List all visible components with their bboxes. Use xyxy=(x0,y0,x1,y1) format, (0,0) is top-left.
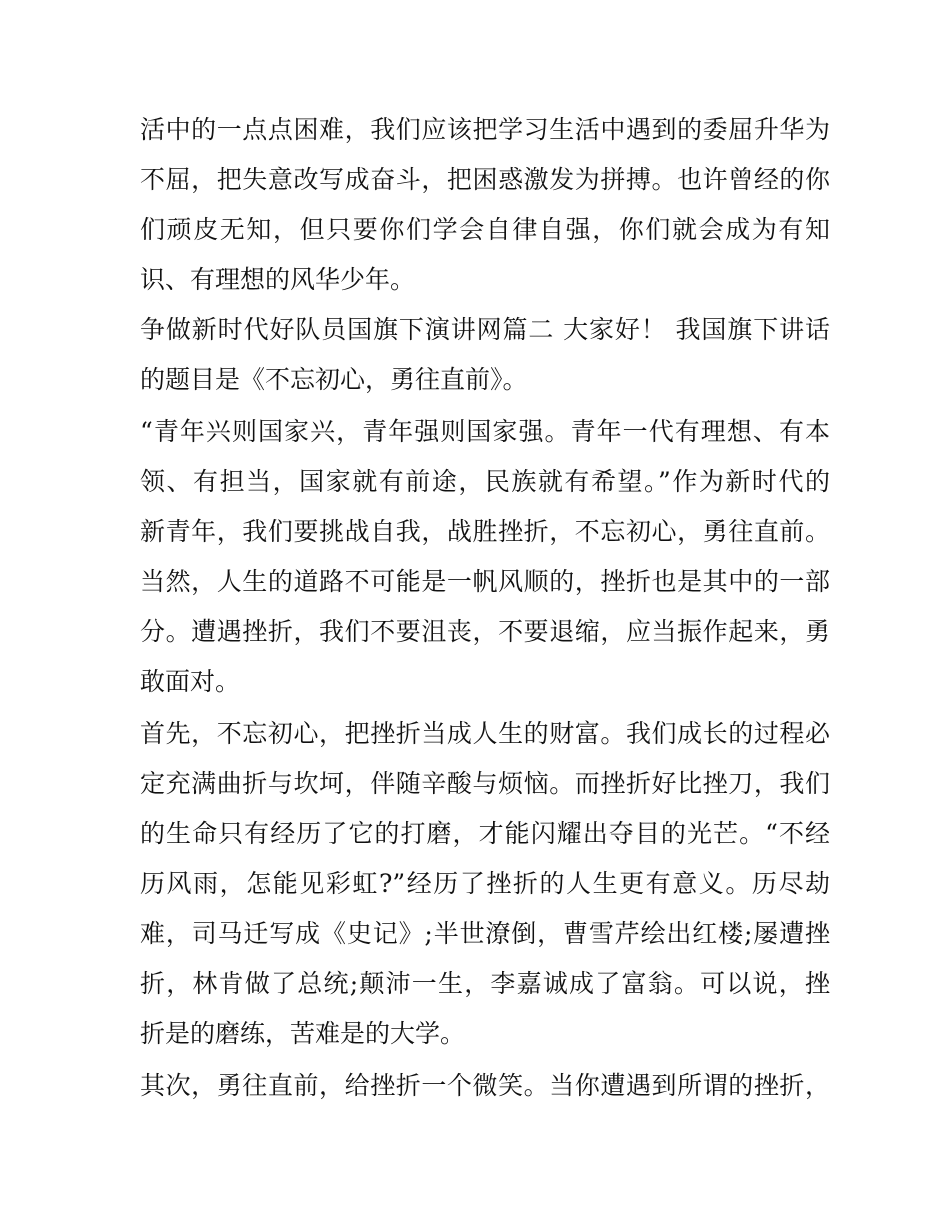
text-line: 识、有理想的风华少年。 xyxy=(140,265,416,294)
text-line: 领、有担当，国家就有前途，民族就有希望。”作为新时代的 xyxy=(140,467,830,496)
text-line: 不屈，把失意改写成奋斗，把困惑激发为拼搏。也许曾经的你 xyxy=(140,165,830,194)
text-line: 争做新时代好队员国旗下演讲网篇二 大家好！ 我国旗下讲话 xyxy=(140,315,830,344)
text-line: 折，林肯做了总统;颠沛一生，李嘉诚成了富翁。可以说，挫 xyxy=(140,969,830,998)
text-line: 定充满曲折与坎坷，伴随辛酸与烦恼。而挫折好比挫刀，我们 xyxy=(140,769,830,798)
text-line: 新青年，我们要挑战自我，战胜挫折，不忘初心，勇往直前。 xyxy=(140,517,830,546)
text-line: 分。遭遇挫折，我们不要沮丧，不要退缩，应当振作起来，勇 xyxy=(140,617,830,646)
text-line: 历风雨，怎能见彩虹?”经历了挫折的人生更有意义。历尽劫 xyxy=(140,869,830,898)
text-line: 折是的磨练，苦难是的大学。 xyxy=(140,1019,466,1048)
text-line: 们顽皮无知，但只要你们学会自律自强，你们就会成为有知 xyxy=(140,215,830,244)
text-line: 首先，不忘初心，把挫折当成人生的财富。我们成长的过程必 xyxy=(140,719,830,748)
text-line: 当然，人生的道路不可能是一帆风顺的，挫折也是其中的一部 xyxy=(140,567,830,596)
text-line: 难，司马迁写成《史记》;半世潦倒，曹雪芹绘出红楼;屡遭挫 xyxy=(140,919,830,948)
text-line: 的题目是《不忘初心，勇往直前》。 xyxy=(140,365,528,394)
text-line: 其次，勇往直前，给挫折一个微笑。当你遭遇到所谓的挫折， xyxy=(140,1071,830,1100)
text-line: 的生命只有经历了它的打磨，才能闪耀出夺目的光芒。“不经 xyxy=(140,819,830,848)
text-line: 活中的一点点困难，我们应该把学习生活中遇到的委屈升华为 xyxy=(140,115,830,144)
text-line: “青年兴则国家兴，青年强则国家强。青年一代有理想、有本 xyxy=(140,417,830,446)
text-line: 敢面对。 xyxy=(140,667,241,696)
